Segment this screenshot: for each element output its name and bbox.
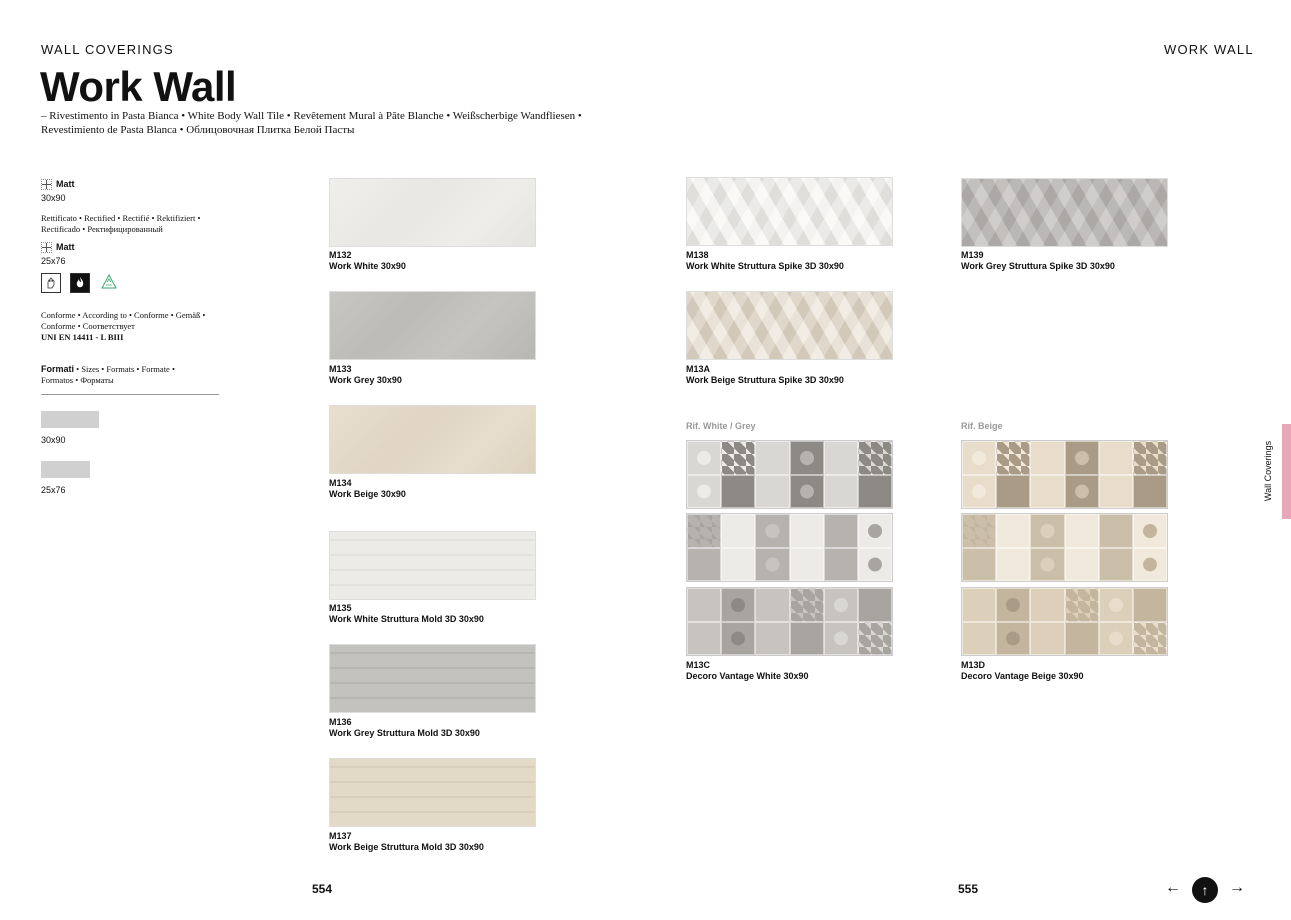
decor-cell [687,441,721,475]
tile-code: M136 [329,717,352,727]
tile-code: M139 [961,250,984,260]
decor-cell [858,475,892,509]
tile-caption [329,831,484,853]
hand-scratch-icon [41,273,61,293]
tile-image-m134 [329,405,536,474]
decor-cell [1065,475,1099,509]
decor-cell [721,441,755,475]
tile-image-m138 [686,177,893,246]
decor-cell [962,588,996,622]
decor-cell [1030,514,1064,548]
section-label-left: WALL COVERINGS [41,42,174,57]
decor-cell [687,548,721,582]
decor-cell [858,514,892,548]
spec-panel [41,178,231,495]
decor-cell [858,441,892,475]
finish-size-1: 30x90 [41,193,66,203]
decor-cell [1133,441,1167,475]
tile-name: Work Beige Struttura Spike 3D 30x90 [686,375,844,385]
decor-strip [686,440,893,509]
decor-cell [687,475,721,509]
tile-code: M133 [329,364,352,374]
decor-cell [996,548,1030,582]
decor-cell [962,548,996,582]
matt-finish-icon [41,242,52,253]
tile-image-m132 [329,178,536,247]
finish-size-2: 25x76 [41,256,66,266]
tile-caption [329,250,406,272]
tile-caption [329,603,484,625]
tile-image-m133 [329,291,536,360]
decor-cell [790,514,824,548]
tile-code: M138 [686,250,709,260]
decor-cell [962,622,996,656]
decor-cell [1099,622,1133,656]
page-number-left: 554 [312,882,333,896]
page-subtitle [41,109,601,137]
back-arrow-icon[interactable]: ← [1165,879,1181,896]
format-size-2: 25x76 [41,485,66,495]
decor-cell [721,514,755,548]
tile-image-m135 [329,531,536,600]
decor-cell [1133,588,1167,622]
decor-cell [1099,588,1133,622]
decor-cell [1030,475,1064,509]
tile-image-m137 [329,758,536,827]
decor-cell [1030,548,1064,582]
tile-code: M132 [329,250,352,260]
decor-cell [1030,441,1064,475]
decor-cell [824,588,858,622]
decor-cell [721,588,755,622]
decor-cell [962,441,996,475]
decor-cell [1099,441,1133,475]
decor-cell [790,588,824,622]
decor-cell [824,548,858,582]
decor-cell [721,475,755,509]
formats-bold: Formati [41,364,75,374]
decor-cell [1030,622,1064,656]
decor-cell [687,588,721,622]
divider [41,394,219,395]
decor-cell [790,441,824,475]
decor-cell [996,475,1030,509]
decor-cell [790,548,824,582]
decor-cell [962,514,996,548]
side-tab-marker[interactable] [1282,424,1291,519]
decor-cell [1030,588,1064,622]
subtitle-line-1: – Rivestimento in Pasta Bianca • White Body Wall Tile • Revêtement Mural à Pâte Blanche • Weißscherbige Wandfliesen • [41,110,582,122]
decor-cell [755,622,789,656]
format-size-1: 30x90 [41,435,66,445]
decor-cell [1065,441,1099,475]
decor-strip [686,513,893,582]
tile-image-m13a [686,291,893,360]
decor-cell [790,475,824,509]
ref-label: Rif. White / Grey [686,421,756,431]
decor-cell [1065,588,1099,622]
matt-finish-icon [41,179,52,190]
decor-cell [755,588,789,622]
forward-arrow-icon[interactable]: → [1229,879,1245,896]
decor-strip [961,440,1168,509]
tile-name: Work White 30x90 [329,261,406,271]
decor-cell [996,514,1030,548]
tile-name: Work Grey Strutturа Mold 3D 30x90 [329,728,480,738]
tile-caption [329,717,480,739]
decor-cell [1133,475,1167,509]
decor-cell [1065,622,1099,656]
decor-cell [962,475,996,509]
recycle-icon [99,273,119,293]
tile-caption [686,250,844,272]
decor-cell [1099,514,1133,548]
page-title: Work Wall [40,63,237,110]
decor-cell [858,588,892,622]
decor-cell [858,548,892,582]
decor-cell [721,548,755,582]
tile-name: Work Beige 30x90 [329,489,406,499]
decor-cell [996,441,1030,475]
decor-cell [824,622,858,656]
tile-name: Work White Struttura Mold 3D 30x90 [329,614,484,624]
conform-line-1: Conforme • According to • Conforme • Gemäß • [41,310,206,320]
format-swatch-25x76 [41,461,90,478]
decor-cell [755,475,789,509]
decor-cell [1133,548,1167,582]
formats-line-1 [41,364,231,375]
tile-caption [686,660,809,682]
formats-line-1-rest: • Sizes • Formats • Formate • [74,364,175,374]
decor-cell [687,514,721,548]
tile-name: Decoro Vantage Beige 30x90 [961,671,1084,681]
tile-code: M135 [329,603,352,613]
format-swatch-30x90 [41,411,99,428]
decor-cell [721,622,755,656]
scroll-up-button[interactable] [1192,877,1218,903]
finish-label-2: Matt [56,242,75,252]
rectified-line-1: Rettificato • Rectified • Rectifié • Rektifiziert • [41,213,201,223]
subtitle-line-2: Revestimiento de Pasta Blanca • Облицовочная Плитка Белой Пасты [41,124,355,136]
tile-name: Work Grey Struttura Spike 3D 30x90 [961,261,1115,271]
tile-code: M13A [686,364,711,374]
section-label-right: WORK WALL [1164,42,1254,57]
rectified-line-2: Rectificado • Ректифицированный [41,224,163,234]
decor-cell [1099,548,1133,582]
page-number-right: 555 [958,882,979,896]
decor-cell [824,475,858,509]
tile-image-m136 [329,644,536,713]
tile-code: M13D [961,660,986,670]
decor-cell [1099,475,1133,509]
feature-icons [41,273,231,293]
decor-cell [1133,622,1167,656]
tile-caption [961,250,1115,272]
tile-image-m139 [961,178,1168,247]
conform-norm: UNI EN 14411 - L BIII [41,332,124,342]
decor-cell [1065,548,1099,582]
decor-strip [961,587,1168,656]
decor-cell [790,622,824,656]
conform-line-2: Conforme • Соответствует [41,321,135,331]
tile-name: Decoro Vantage White 30x90 [686,671,809,681]
decor-cell [824,514,858,548]
side-tab-label: Wall Coverings [1263,440,1273,502]
formats-line-2: Formatos • Форматы [41,375,114,385]
arrow-up-icon: ↑ [1201,882,1209,898]
decor-cell [996,588,1030,622]
tile-code: M134 [329,478,352,488]
decor-cell [1065,514,1099,548]
decor-cell [755,514,789,548]
decor-cell [858,622,892,656]
decor-cell [755,548,789,582]
tile-name: Work Beige Struttura Mold 3D 30x90 [329,842,484,852]
decor-strip [686,587,893,656]
fire-icon [70,273,90,293]
tile-caption [329,478,406,500]
tile-name: Work White Struttura Spike 3D 30x90 [686,261,844,271]
decor-cell [687,622,721,656]
tile-code: M13C [686,660,711,670]
decor-cell [755,441,789,475]
tile-code: M137 [329,831,352,841]
finish-label-1: Matt [56,179,75,189]
tile-caption [961,660,1084,682]
decor-cell [824,441,858,475]
tile-caption [686,364,844,386]
decor-cell [996,622,1030,656]
tile-name: Work Grey 30x90 [329,375,402,385]
ref-label: Rif. Beige [961,421,1003,431]
decor-strip [961,513,1168,582]
tile-caption [329,364,402,386]
decor-cell [1133,514,1167,548]
